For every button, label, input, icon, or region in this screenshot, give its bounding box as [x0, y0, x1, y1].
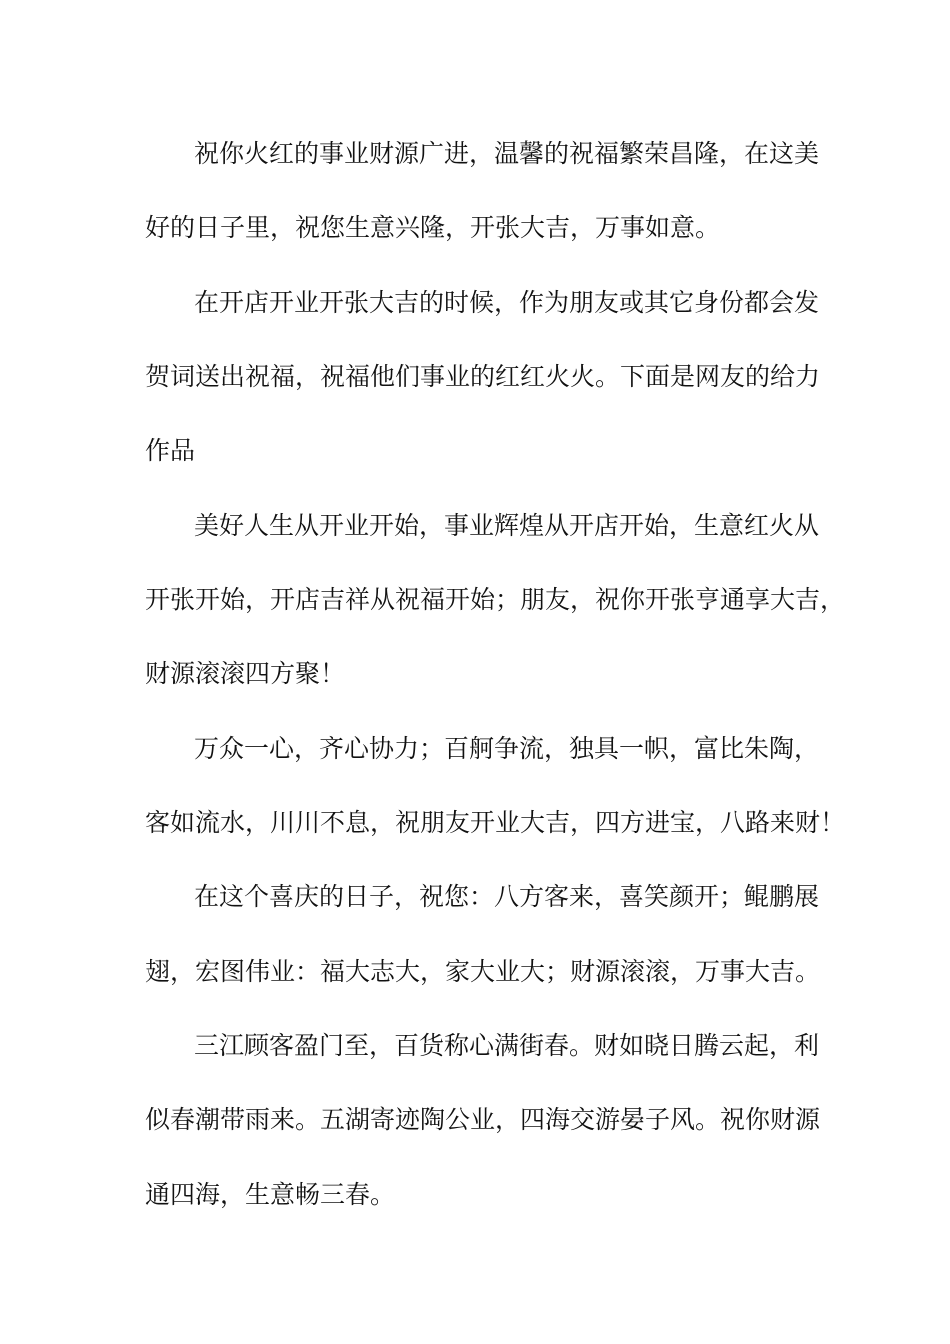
text-line: 在这个喜庆的日子，祝您：八方客来，喜笑颜开；鲲鹏展	[194, 882, 820, 911]
text-line: 在开店开业开张大吉的时候，作为朋友或其它身份都会发	[194, 288, 820, 317]
text-line: 开张开始，开店吉祥从祝福开始；朋友，祝你开张亨通享大吉，	[145, 585, 846, 614]
text-line: 翅，宏图伟业：福大志大，家大业大；财源滚滚，万事大吉。	[145, 957, 821, 986]
text-line: 财源滚滚四方聚！	[145, 659, 346, 688]
text-line: 三江顾客盈门至，百货称心满街春。财如晓日腾云起，利	[194, 1031, 820, 1060]
text-line: 通四海，生意畅三春。	[145, 1180, 396, 1209]
text-line: 客如流水，川川不息，祝朋友开业大吉，四方进宝，八路来财！	[145, 808, 846, 837]
text-line: 祝你火红的事业财源广进，温馨的祝福繁荣昌隆，在这美	[194, 139, 820, 168]
text-line: 作品	[145, 436, 196, 465]
text-line: 好的日子里，祝您生意兴隆，开张大吉，万事如意。	[145, 213, 721, 242]
text-line: 万众一心，齐心协力；百舸争流，独具一帜，富比朱陶，	[194, 734, 820, 763]
text-line: 美好人生从开业开始，事业辉煌从开店开始，生意红火从	[194, 511, 820, 540]
text-line: 贺词送出祝福，祝福他们事业的红红火火。下面是网友的给力	[145, 362, 821, 391]
text-line: 似春潮带雨来。五湖寄迹陶公业，四海交游晏子风。祝你财源	[145, 1105, 821, 1134]
